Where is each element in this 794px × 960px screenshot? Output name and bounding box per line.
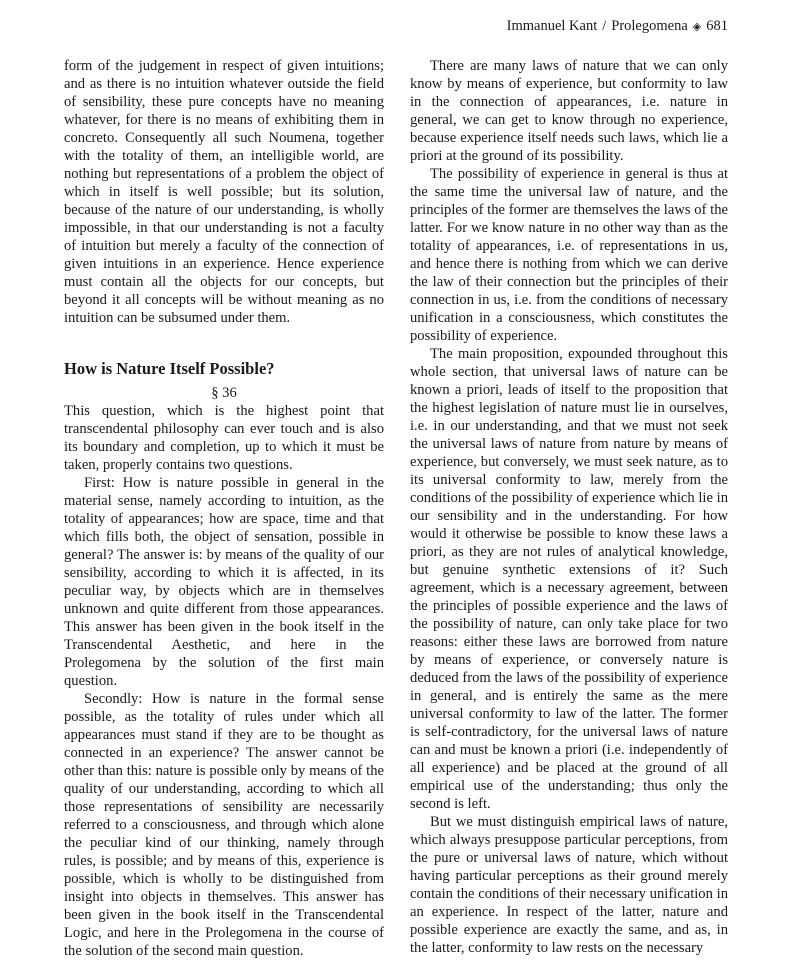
paragraph: Secondly: How is nature in the formal sense possible, as the totality of rules under which all appearances must stand if they are to be thought as connected in an experience? The answer cannot be other than this: nature is possible only by means of the quality of our understanding, according to which all those representations of sensibility are necessarily referred to a consciousness, and through which alone the peculiar kind of our thinking, namely through rules, is possible; and by means of this, experience is possible, which is wholly to be distinguished from insight into objects in themselves. This answer has been given in the book itself in the Transcendental Logic, and here in the Prolegomena in the course of the solution of the second main question. — [64, 691, 384, 959]
header-title: Prolegomena — [611, 18, 688, 34]
right-column — [410, 57, 728, 957]
paragraph: This question, which is the highest point that transcendental philosophy can ever touch and is also its boundary and completion, up to which it must be taken, properly contains two questions. — [64, 403, 384, 473]
header-author: Immanuel Kant — [506, 18, 598, 34]
paragraph: But we must distinguish empirical laws of nature, which always presuppose particular perceptions, from the pure or universal laws of nature, which without having particular perceptions as their ground merely contain the conditions of their necessary unification in an experience. In respect of the latter, nature and possible experience are exactly the same, and as, in the latter, conformity to law rests on the necessary — [410, 814, 728, 956]
paragraph: form of the judgement in respect of given intuitions; and as there is no intuition whatever outside the field of sensibility, these pure concepts have no meaning whatever, for there is no means of exhibiting them in concreto. Consequently all such Noumena, together with the totality of them, an intelligible world, are nothing but representations of a problem the object of which in itself is well possible; but its solution, because of the nature of our understanding, is wholly impossible, in that our understanding is not a faculty of intuition but merely a faculty of the connection of given intuitions in an experience. Hence experience must contain all the objects for our concepts, but beyond it all concepts will be without meaning as no intuition can be subsumed under them. — [64, 58, 384, 326]
header-separator: / — [602, 18, 607, 34]
paragraph: The possibility of experience in general is thus at the same time the universal law of nature, and the principles of the former are themselves the laws of the latter. For we know nature in no other way than as the totality of appearances, i.e. of representations in us, and hence there is nothing from which we can derive the law of their connection but the principles of their connection in us, i.e. from the conditions of necessary unification in a consciousness, which constitutes the possibility of experience. — [410, 166, 728, 344]
diamond-ornament-icon: ◈ — [692, 21, 702, 33]
paragraph: The main proposition, expounded throughout this whole section, that universal laws of nature can be known a priori, leads of itself to the proposition that the highest legislation of nature must lie in ourselves, i.e. in our understanding, and that we must not seek the universal laws of nature from nature by means of experience, but conversely, we must seek nature, as to its universal conformity to law, merely from the conditions of the possibility of experience which lie in our sensibility and in the understanding. For how would it otherwise be possible to know these laws a priori, as they are not rules of analytical knowledge, but genuine synthetic extensions of it? Such agreement, which is a necessary agreement, between the principles of possible experience and the laws of the possibility of nature, can only take place for two reasons: either these laws are borrowed from nature by means of experience, or conversely nature is deduced from the laws of the possibility of experience in general, and is entirely the same as the mere universal conformity to law of the latter. The former is self-contradictory, for the universal laws of nature can and must be known a priori (i.e. independently of all experience) and be placed at the ground of all empirical use of the understanding; thus only the second is left. — [410, 346, 728, 812]
running-header — [507, 18, 728, 35]
paragraph: First: How is nature possible in general in the material sense, namely according to intuition, as the totality of appearances; how are space, time and that which fills both, the object of sensation, possible in general? The answer is: by means of the quality of our sensibility, according to which it is affected, in its peculiar way, by objects which are in themselves unknown and quite different from those appearances. This answer has been given in the book itself in the Transcendental Aesthetic, and here in the Prolegomena by the solution of the first main question. — [64, 475, 384, 689]
left-column — [64, 57, 384, 960]
paragraph: There are many laws of nature that we can only know by means of experience, but conformity to law in the connection of appearances, i.e. nature in general, we can get to know through no experience, because experience itself needs such laws, which lie a priori at the ground of its possibility. — [410, 58, 728, 164]
page-number: 681 — [706, 18, 728, 34]
section-heading: How is Nature Itself Possible? — [64, 359, 275, 378]
section-number: § 36 — [211, 385, 237, 401]
